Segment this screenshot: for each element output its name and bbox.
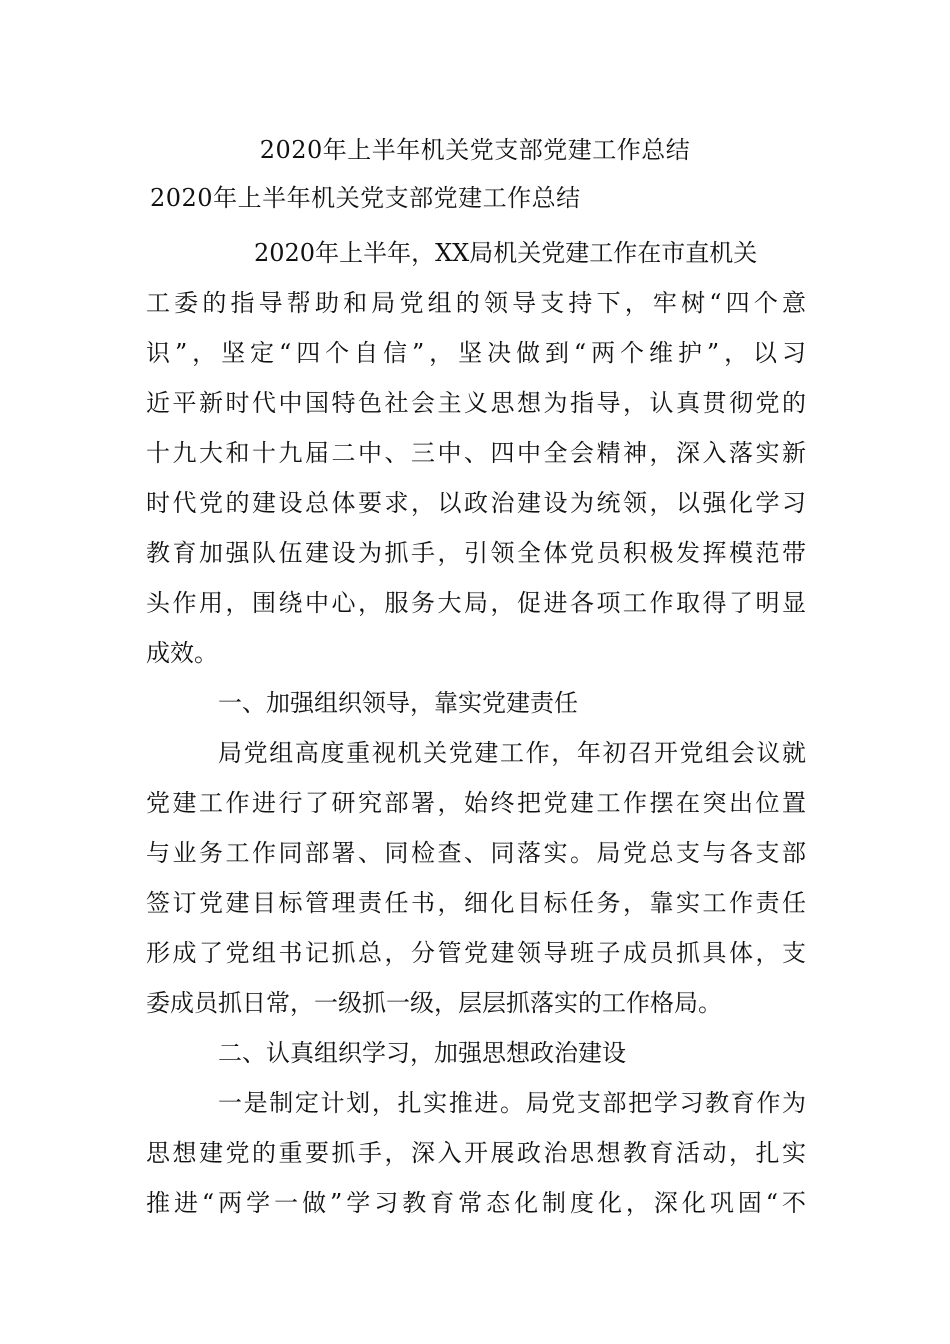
paragraph-line: 委成员抓日常，一级抓一级，层层抓落实的工作格局。 — [146, 989, 722, 1017]
paragraph-line: 思想建党的重要抓手，深入开展政治思想教育活动，扎实 — [146, 1139, 806, 1167]
paragraph-line: 2020年上半年，XX局机关党建工作在市直机关 — [254, 239, 758, 267]
paragraph-line: 教育加强队伍建设为抓手，引领全体党员积极发挥模范带 — [146, 539, 806, 567]
paragraph-line: 形成了党组书记抓总，分管党建领导班子成员抓具体，支 — [146, 939, 806, 967]
paragraph-line: 推进“两学一做”学习教育常态化制度化，深化巩固“不 — [146, 1189, 806, 1217]
document-title: 2020年上半年机关党支部党建工作总结 — [259, 136, 691, 164]
document-title-repeat: 2020年上半年机关党支部党建工作总结 — [150, 184, 581, 212]
paragraph-line: 一是制定计划，扎实推进。局党支部把学习教育作为 — [218, 1089, 806, 1117]
section-heading: 二、认真组织学习，加强思想政治建设 — [218, 1039, 626, 1067]
paragraph-line: 识”，坚定“四个自信”，坚决做到“两个维护”，以习 — [146, 339, 806, 367]
paragraph-line: 成效。 — [146, 639, 218, 667]
paragraph-line: 时代党的建设总体要求，以政治建设为统领，以强化学习 — [146, 489, 806, 517]
paragraph-line: 十九大和十九届二中、三中、四中全会精神，深入落实新 — [146, 439, 806, 467]
paragraph-line: 局党组高度重视机关党建工作，年初召开党组会议就 — [218, 739, 806, 767]
paragraph-line: 头作用，围绕中心，服务大局，促进各项工作取得了明显 — [146, 589, 806, 617]
paragraph-line: 签订党建目标管理责任书，细化目标任务，靠实工作责任 — [146, 889, 806, 917]
paragraph-line: 与业务工作同部署、同检查、同落实。局党总支与各支部 — [146, 839, 806, 867]
paragraph-line: 工委的指导帮助和局党组的领导支持下，牢树“四个意 — [146, 289, 806, 317]
paragraph-line: 党建工作进行了研究部署，始终把党建工作摆在突出位置 — [146, 789, 806, 817]
paragraph-line: 近平新时代中国特色社会主义思想为指导，认真贯彻党的 — [146, 389, 806, 417]
section-heading: 一、加强组织领导，靠实党建责任 — [218, 689, 578, 717]
